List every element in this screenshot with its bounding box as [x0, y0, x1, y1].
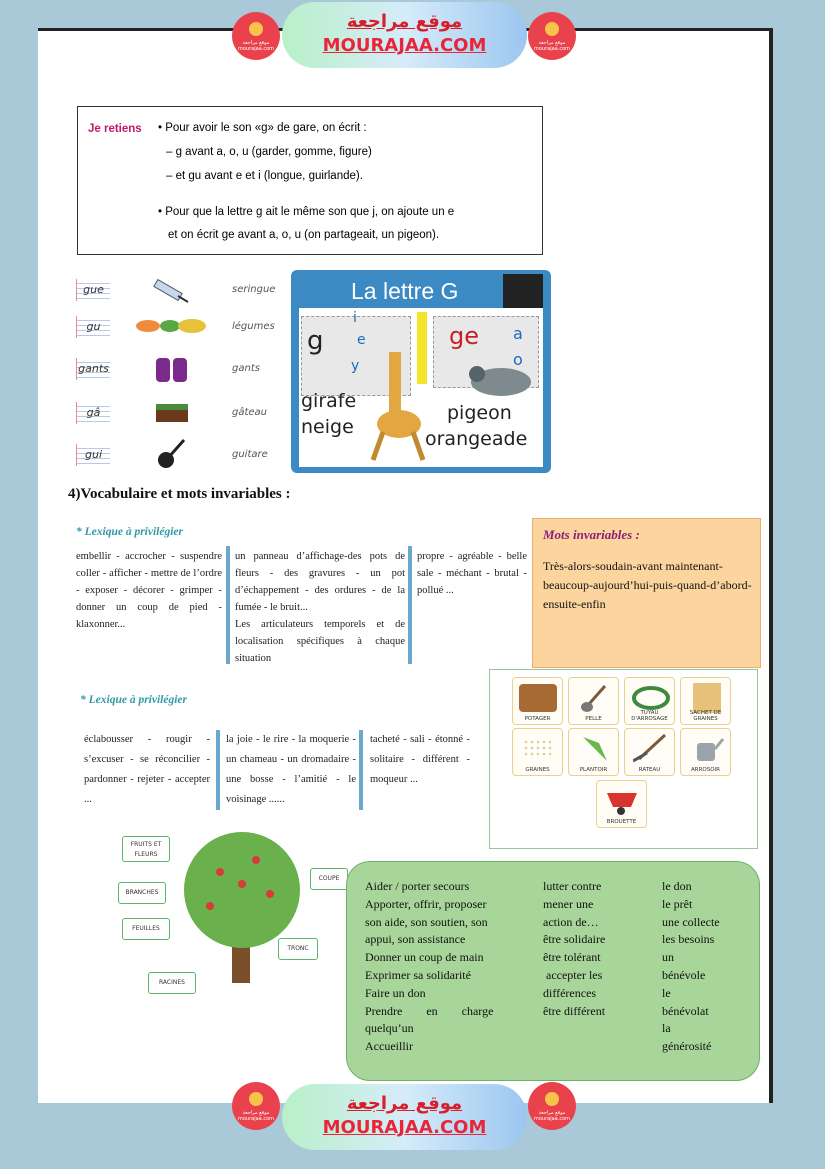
- dibber-icon: [579, 733, 611, 765]
- grapheme-gu: gu: [76, 316, 110, 338]
- solidarity-expression: être différent: [543, 1003, 606, 1018]
- word-guitare: guitare: [232, 449, 268, 460]
- tree-label-fruits: FRUITS ET FLEURS: [122, 836, 170, 862]
- logo-caption: موقع مراجعة mourajaa.com: [534, 40, 571, 52]
- column-divider: [359, 730, 363, 810]
- solidarity-verb: quelqu’un: [365, 1021, 414, 1036]
- vegetables-icon: [134, 314, 210, 338]
- solidarity-verbs: [365, 878, 547, 1056]
- word-neige: neige: [301, 416, 354, 438]
- rule-line-3: – et gu avant e et i (longue, guirlande).: [166, 170, 363, 182]
- tree-label-branches: BRANCHES: [118, 882, 166, 904]
- word-gants: gants: [232, 363, 260, 374]
- word-girafe: girafe: [301, 390, 357, 412]
- solidarity-expression: être solidaire: [543, 932, 606, 947]
- letter-a: a: [513, 324, 523, 343]
- solidarity-expression: lutter contre: [543, 879, 602, 893]
- letter-y: y: [351, 358, 360, 374]
- solidarity-verb: Faire un don: [365, 985, 426, 1000]
- tree-illustration: [160, 828, 330, 988]
- logo-caption: موقع مراجعة mourajaa.com: [238, 40, 275, 52]
- tool-name: ARROSOIR: [691, 767, 720, 773]
- grapheme-ga: gâ: [76, 402, 110, 424]
- solidarity-noun: bénévole: [662, 967, 706, 982]
- rule-box: [77, 106, 543, 255]
- solidarity-expression: mener une: [543, 896, 594, 911]
- solidarity-verb: son aide, son soutien, son: [365, 914, 488, 929]
- solidarity-verb: Apporter, offrir, proposer: [365, 896, 487, 911]
- letter-e: e: [357, 332, 366, 348]
- watering-can-icon: [689, 733, 725, 765]
- tool-name: PLANTOIR: [579, 767, 608, 773]
- cake-icon: [152, 398, 192, 426]
- logo-dot: [545, 22, 559, 36]
- lexique1-nouns: [235, 548, 405, 667]
- seeds-image: [523, 739, 553, 759]
- solidarity-expression: être tolérant: [543, 950, 601, 965]
- site-banner-bottom[interactable]: [282, 1084, 527, 1150]
- shovel-icon: [579, 682, 611, 714]
- lexique-title-2: * Lexique à privilégier: [80, 694, 187, 706]
- potager-image: [519, 684, 557, 712]
- solidarity-expressions: [543, 878, 653, 1020]
- tool-card: [568, 677, 619, 725]
- lexique2-nouns: la joie - le rire - la moquerie - un chameau - un dromadaire - une bosse - l’amitié - le voisinage ......: [226, 734, 356, 805]
- banner-arabic: موقع مراجعة: [346, 1093, 463, 1114]
- seed-packet-image: [693, 683, 721, 713]
- garden-tools-panel: [489, 669, 758, 849]
- word-pigeon: pigeon: [447, 402, 512, 424]
- tool-name: PELLE: [585, 716, 602, 722]
- column-divider: [408, 546, 412, 664]
- logo-dot: [545, 1092, 559, 1106]
- tool-name: GRAINES: [525, 767, 550, 773]
- site-logo-left-bottom[interactable]: [232, 1082, 280, 1130]
- lexique-title-1: * Lexique à privilégier: [76, 526, 183, 538]
- letter-o: o: [513, 350, 523, 369]
- rule-line-4: • Pour que la lettre g ait le même son que j, on ajoute un e: [158, 206, 455, 218]
- solidarity-verb: Donner un coup de main: [365, 950, 484, 965]
- grapheme-gue: gue: [76, 279, 110, 301]
- word-seringue: seringue: [232, 284, 276, 295]
- solidarity-vocabulary-box: [346, 861, 760, 1081]
- lexique2-verbs: éclabousser - rougir - s’excuser - se réconcilier - pardonner - rejeter - accepter ...: [84, 734, 210, 805]
- solidarity-noun: générosité: [662, 1039, 712, 1054]
- solidarity-expression: action de…: [543, 914, 599, 929]
- logo-caption: موقع مراجعة mourajaa.com: [534, 1110, 571, 1122]
- tool-name: SACHET DE GRAINES: [689, 710, 722, 722]
- rule-line-1: • Pour avoir le son «g» de gare, on écrit :: [158, 122, 367, 134]
- mots-invariables-box: [532, 518, 761, 668]
- solidarity-noun: un: [662, 950, 674, 965]
- pigeon-icon: [461, 358, 541, 400]
- lettre-g-panel: [299, 308, 543, 467]
- tool-card: [596, 780, 647, 828]
- word-legumes: légumes: [232, 321, 275, 332]
- column-divider: [216, 730, 220, 810]
- lexique1-verbs: embellir - accrocher - suspendre coller - afficher - mettre de l’ordre - exposer - décorer - grimper - donner un coup de pied - klaxonner...: [76, 551, 222, 630]
- solidarity-noun: une collecte: [662, 914, 720, 929]
- banner-site[interactable]: MOURAJAA.COM: [322, 1117, 487, 1138]
- column-divider: [226, 546, 230, 664]
- tree-label-feuilles: FEUILLES: [122, 918, 170, 940]
- tool-name: BROUETTE: [606, 819, 637, 825]
- lexique1-nouns-a: un panneau d’affichage-des pots de fleurs - des gravures - un pot d’échappement - des ordures - de la fumée - le bruit...: [235, 551, 405, 613]
- lexique1-adjectives: propre - agréable - belle sale - méchant - brutal - pollué ...: [417, 551, 527, 596]
- grapheme-gants: gants: [76, 358, 110, 380]
- mots-invariables-title: Mots invariables :: [543, 527, 640, 542]
- solidarity-expression: accepter les: [543, 967, 603, 982]
- solidarity-noun: les besoins: [662, 932, 715, 947]
- tool-card: [512, 677, 563, 725]
- tree-label-tronc: TRONC: [278, 938, 318, 960]
- mots-invariables-list: Très-alors-soudain-avant maintenant-beaucoup-aujourd’hui-puis-quand-d’abord-ensuite-enfin: [543, 559, 752, 611]
- tree-label-coupe: COUPE: [310, 868, 348, 890]
- logo-dot: [249, 22, 263, 36]
- lettre-g-card: [291, 270, 551, 473]
- tool-card: [624, 677, 675, 725]
- giraffe-icon: [369, 352, 429, 462]
- grapheme-gui: gui: [76, 444, 110, 466]
- solidarity-verb: Prendre en charge: [365, 1003, 494, 1018]
- tool-name: POTAGER: [524, 716, 551, 722]
- solidarity-verb: Aider / porter secours: [365, 879, 470, 893]
- rule-line-2: – g avant a, o, u (garder, gomme, figure): [166, 146, 372, 158]
- solidarity-noun: la: [662, 1021, 671, 1036]
- solidarity-noun: le don: [662, 879, 692, 893]
- rule-line-5: et on écrit ge avant a, o, u (on partageait, un pigeon).: [168, 229, 440, 241]
- tool-name: RATEAU: [638, 767, 661, 773]
- guitar-icon: [156, 436, 186, 470]
- site-logo-right-bottom[interactable]: [528, 1082, 576, 1130]
- tool-card: [512, 728, 563, 776]
- tool-card: [680, 677, 731, 725]
- tool-card: [680, 728, 731, 776]
- solidarity-verb: appui, son assistance: [365, 932, 466, 947]
- syringe-icon: [148, 276, 192, 304]
- logo-caption: موقع مراجعة mourajaa.com: [238, 1110, 275, 1122]
- gloves-icon: [154, 352, 190, 384]
- tool-name: TUYAU D'ARROSAGE: [631, 710, 668, 722]
- tree-label-racines: RACINES: [148, 972, 196, 994]
- solidarity-noun: bénévolat: [662, 1003, 709, 1018]
- site-banner-top[interactable]: [282, 2, 527, 68]
- tool-card: [568, 728, 619, 776]
- letter-ge: ge: [449, 322, 479, 350]
- banner-site[interactable]: MOURAJAA.COM: [322, 35, 487, 56]
- banner-arabic: موقع مراجعة: [346, 11, 463, 32]
- solidarity-expression: différences: [543, 985, 597, 1000]
- word-orangeade: orangeade: [425, 428, 528, 450]
- solidarity-nouns: [662, 878, 757, 1056]
- site-logo-right-top[interactable]: [528, 12, 576, 60]
- lexique2-adjectives: tacheté - sali - étonné - solitaire - différent - moqueur ...: [370, 734, 470, 785]
- lexique1-nouns-b: Les articulateurs temporels et de localisation spécifiques à chaque situation: [235, 619, 405, 664]
- letter-i: i: [353, 310, 357, 326]
- rake-icon: [633, 733, 669, 765]
- rule-box-title: Je retiens: [88, 123, 142, 135]
- wheelbarrow-icon: [603, 785, 643, 817]
- hose-icon: [631, 684, 671, 712]
- solidarity-noun: le: [662, 985, 671, 1000]
- word-gateau: gâteau: [232, 407, 268, 418]
- solidarity-verb: Accueillir: [365, 1039, 413, 1054]
- solidarity-verb: Exprimer sa solidarité: [365, 967, 471, 982]
- solidarity-noun: le prêt: [662, 896, 693, 911]
- tool-card: [624, 728, 675, 776]
- logo-dot: [249, 1092, 263, 1106]
- lettre-g-title: La lettre G: [351, 278, 459, 304]
- site-logo-left-top[interactable]: [232, 12, 280, 60]
- letter-g-left: g: [307, 326, 324, 356]
- section-4-title: 4)Vocabulaire et mots invariables :: [68, 486, 291, 502]
